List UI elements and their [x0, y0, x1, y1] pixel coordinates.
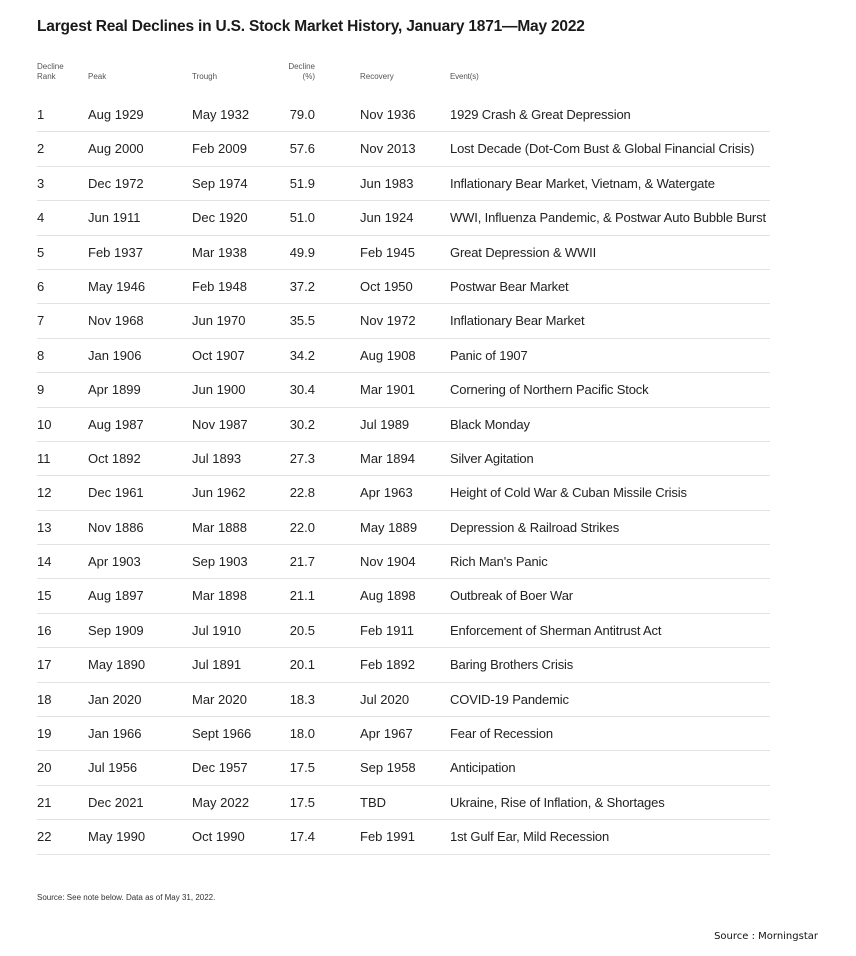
header-events: Event(s) [450, 72, 479, 81]
cell-peak: Oct 1892 [88, 450, 141, 466]
cell-decline: 17.5 [289, 760, 315, 776]
cell-decline: 20.1 [289, 657, 315, 673]
table-row [37, 648, 770, 682]
source-note: Source: See note below. Data as of May 31, 2022. [37, 893, 216, 902]
cell-peak: May 1890 [88, 657, 146, 673]
cell-event: Cornering of Northern Pacific Stock [450, 382, 649, 398]
cell-event: Ukraine, Rise of Inflation, & Shortages [450, 794, 665, 810]
cell-decline: 18.3 [289, 691, 315, 707]
cell-trough: Oct 1990 [192, 829, 245, 845]
cell-trough: Dec 1957 [192, 760, 248, 776]
table-row [37, 751, 770, 785]
cell-recovery: Sep 1958 [360, 760, 416, 776]
cell-recovery: Apr 1963 [360, 485, 413, 501]
cell-rank: 10 [37, 416, 52, 432]
cell-recovery: Jun 1924 [360, 210, 414, 226]
table-row [37, 442, 770, 476]
cell-trough: Oct 1907 [192, 347, 245, 363]
cell-recovery: Feb 1892 [360, 657, 415, 673]
cell-peak: Aug 1897 [88, 588, 144, 604]
table-row [37, 132, 770, 166]
cell-decline: 22.8 [289, 485, 315, 501]
table-row [37, 304, 770, 338]
cell-trough: Jul 1891 [192, 657, 242, 673]
cell-rank: 11 [37, 450, 51, 466]
table-row [37, 786, 770, 820]
table-row [37, 820, 770, 854]
table-row [37, 270, 770, 304]
cell-trough: Feb 1948 [192, 278, 247, 294]
cell-event: 1st Gulf Ear, Mild Recession [450, 829, 610, 845]
cell-rank: 17 [37, 657, 52, 673]
cell-event: Fear of Recession [450, 726, 553, 742]
cell-decline: 30.4 [289, 382, 315, 398]
table-row [37, 476, 770, 510]
table-row [37, 236, 770, 270]
cell-recovery: Aug 1898 [360, 588, 416, 604]
table-row [37, 579, 770, 613]
cell-decline: 20.5 [289, 622, 315, 638]
cell-recovery: Nov 1972 [360, 313, 416, 329]
cell-peak: Jan 1906 [88, 347, 142, 363]
cell-peak: Nov 1968 [88, 313, 144, 329]
cell-peak: Dec 1972 [88, 175, 144, 191]
cell-event: Postwar Bear Market [450, 278, 569, 294]
cell-trough: Mar 1938 [192, 244, 247, 260]
cell-decline: 49.9 [289, 244, 315, 260]
cell-trough: May 2022 [192, 794, 250, 810]
cell-event: 1929 Crash & Great Depression [450, 107, 631, 122]
cell-decline: 34.2 [289, 347, 315, 363]
cell-decline: 22.0 [289, 519, 315, 535]
cell-event: Depression & Railroad Strikes [450, 519, 620, 535]
cell-event: Inflationary Bear Market [450, 313, 585, 329]
cell-event: Panic of 1907 [450, 347, 528, 363]
table-body [37, 98, 770, 855]
cell-trough: Dec 1920 [192, 210, 248, 226]
cell-event: WWI, Influenza Pandemic, & Postwar Auto Bubble Burst [450, 210, 766, 226]
cell-rank: 22 [37, 829, 52, 845]
cell-trough: Sep 1974 [192, 175, 248, 191]
cell-rank: 19 [37, 726, 52, 742]
table-row [37, 167, 770, 201]
cell-event: Baring Brothers Crisis [450, 657, 574, 673]
cell-event: Black Monday [450, 416, 530, 432]
cell-event: COVID-19 Pandemic [450, 691, 569, 707]
header-trough: Trough [192, 72, 218, 81]
cell-rank: 21 [37, 794, 52, 810]
cell-peak: Jan 1966 [88, 726, 142, 742]
cell-trough: Jul 1893 [192, 450, 242, 466]
cell-peak: Apr 1899 [88, 382, 141, 398]
table-row [37, 614, 770, 648]
cell-decline: 57.6 [289, 141, 315, 157]
cell-rank: 2 [37, 141, 45, 157]
table-title: Largest Real Declines in U.S. Stock Market History, January 1871—May 2022 [37, 18, 585, 35]
cell-trough: Mar 1888 [192, 519, 247, 535]
cell-recovery: May 1889 [360, 519, 418, 535]
cell-decline: 51.9 [289, 175, 315, 191]
cell-peak: Jun 1911 [88, 210, 141, 226]
cell-recovery: Apr 1967 [360, 726, 413, 742]
cell-decline: 17.5 [289, 794, 315, 810]
cell-recovery: Feb 1911 [360, 622, 414, 638]
header-decline-rank: Decline Rank [37, 62, 64, 81]
cell-recovery: Jun 1983 [360, 175, 414, 191]
cell-recovery: Mar 1894 [360, 450, 415, 466]
cell-event: Outbreak of Boer War [450, 588, 573, 604]
cell-peak: Nov 1886 [88, 519, 144, 535]
cell-rank: 14 [37, 554, 52, 570]
cell-event: Great Depression & WWII [450, 244, 597, 260]
cell-rank: 5 [37, 244, 45, 260]
cell-peak: Aug 1987 [88, 416, 144, 432]
cell-rank: 15 [37, 588, 52, 604]
cell-rank: 7 [37, 313, 45, 329]
cell-rank: 16 [37, 622, 52, 638]
cell-peak: May 1990 [88, 829, 146, 845]
cell-trough: Feb 2009 [192, 141, 247, 157]
cell-trough: Sep 1903 [192, 554, 248, 570]
cell-peak: Aug 2000 [88, 141, 144, 157]
cell-peak: Jul 1956 [88, 760, 138, 776]
cell-recovery: Jul 1989 [360, 416, 410, 432]
cell-rank: 12 [37, 485, 52, 501]
cell-peak: Jan 2020 [88, 691, 142, 707]
cell-trough: Nov 1987 [192, 416, 248, 432]
cell-trough: Mar 1898 [192, 588, 247, 604]
table-row [37, 408, 770, 442]
cell-peak: Feb 1937 [88, 244, 143, 260]
cell-decline: 21.1 [289, 588, 315, 604]
cell-event: Height of Cold War & Cuban Missile Crisis [450, 485, 687, 501]
cell-peak: Aug 1929 [88, 107, 144, 122]
cell-event: Anticipation [450, 760, 516, 776]
cell-rank: 4 [37, 210, 45, 226]
cell-rank: 8 [37, 347, 45, 363]
cell-trough: Jun 1900 [192, 382, 246, 398]
cell-trough: Jun 1962 [192, 485, 246, 501]
cell-decline: 18.0 [289, 726, 315, 742]
cell-rank: 20 [37, 760, 52, 776]
cell-recovery: Feb 1945 [360, 244, 415, 260]
table-row [37, 98, 770, 132]
cell-rank: 9 [37, 382, 45, 398]
cell-rank: 6 [37, 278, 45, 294]
source-credit: Source : Morningstar [714, 931, 818, 942]
cell-recovery: Jul 2020 [360, 691, 410, 707]
cell-event: Enforcement of Sherman Antitrust Act [450, 622, 662, 638]
cell-decline: 37.2 [289, 278, 315, 294]
cell-recovery: Nov 1904 [360, 554, 416, 570]
cell-recovery: Aug 1908 [360, 347, 416, 363]
cell-recovery: Feb 1991 [360, 829, 415, 845]
cell-peak: May 1946 [88, 278, 146, 294]
cell-peak: Dec 2021 [88, 794, 144, 810]
cell-decline: 27.3 [289, 450, 315, 466]
table-row [37, 717, 770, 751]
cell-decline: 17.4 [289, 829, 315, 845]
cell-trough: Jul 1910 [192, 622, 242, 638]
cell-trough: Mar 2020 [192, 691, 247, 707]
cell-trough: May 1932 [192, 107, 250, 122]
cell-peak: Dec 1961 [88, 485, 144, 501]
cell-rank: 3 [37, 175, 45, 191]
cell-event: Silver Agitation [450, 450, 534, 466]
cell-decline: 30.2 [289, 416, 315, 432]
header-decline-pct: Decline (%) [288, 62, 315, 81]
header-peak: Peak [88, 72, 107, 81]
cell-recovery: Oct 1950 [360, 278, 413, 294]
table-row [37, 511, 770, 545]
cell-recovery: Mar 1901 [360, 382, 415, 398]
cell-peak: Sep 1909 [88, 622, 144, 638]
cell-recovery: Nov 1936 [360, 107, 416, 122]
cell-trough: Jun 1970 [192, 313, 246, 329]
cell-decline: 21.7 [289, 554, 315, 570]
table-row [37, 201, 770, 235]
cell-decline: 35.5 [289, 313, 315, 329]
cell-recovery: Nov 2013 [360, 141, 416, 157]
table-header [37, 62, 770, 98]
cell-decline: 51.0 [289, 210, 315, 226]
cell-recovery: TBD [360, 794, 386, 810]
table-row [37, 545, 770, 579]
cell-peak: Apr 1903 [88, 554, 141, 570]
cell-rank: 13 [37, 519, 52, 535]
header-recovery: Recovery [360, 72, 394, 81]
cell-decline: 79.0 [289, 107, 315, 122]
cell-event: Lost Decade (Dot-Com Bust & Global Financial Crisis) [450, 141, 755, 157]
cell-rank: 1 [37, 107, 45, 122]
table-row [37, 373, 770, 407]
table-row [37, 683, 770, 717]
table-row [37, 339, 770, 373]
cell-rank: 18 [37, 691, 52, 707]
declines-table [37, 62, 770, 855]
cell-event: Rich Man's Panic [450, 554, 548, 570]
cell-trough: Sept 1966 [192, 726, 252, 742]
cell-event: Inflationary Bear Market, Vietnam, & Watergate [450, 175, 715, 191]
